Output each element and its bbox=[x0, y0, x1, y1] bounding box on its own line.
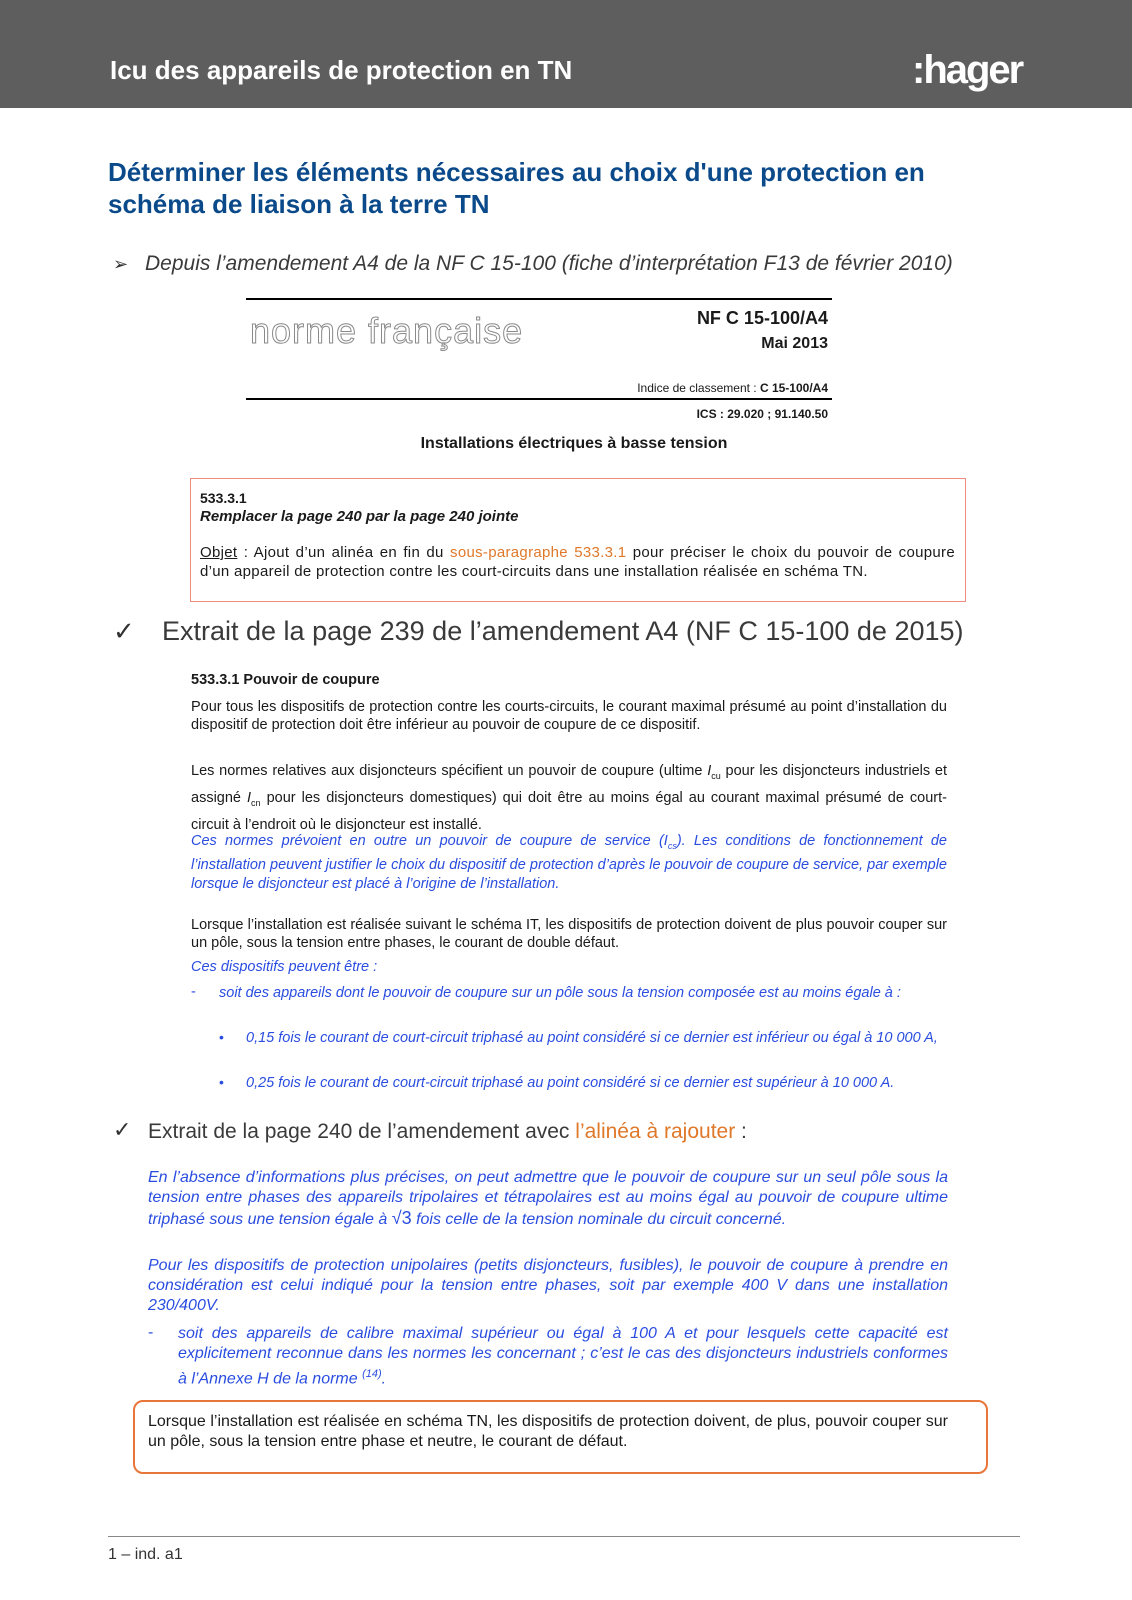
section1-heading: 533.3.1 Pouvoir de coupure bbox=[191, 672, 380, 688]
norme-reference: NF C 15-100/A4 bbox=[696, 308, 828, 328]
checkmark-icon: ✓ bbox=[113, 616, 135, 646]
section1-paragraph-5: Ces dispositifs peuvent être : bbox=[191, 959, 378, 975]
section1-paragraph-3: Ces normes prévoient en outre un pouvoir de coupure de service $(I_{cs})$. Les conditions de fonctionnement de l’installation peuvent justifier le choix du dispositif de protection d’après le pouvoir de coupure de service, par exemple lorsque le disjoncteur est placé à l’origine de l’installation. bbox=[191, 833, 947, 892]
section1-bullet-1: 0,15 fois le courant de court-circuit triphasé au point considéré si ce dernier est inférieur ou égal à 10 000 A, bbox=[246, 1030, 938, 1046]
intro-text: Depuis l’amendement A4 de la NF C 15-100 (fiche d’interprétation F13 de février 2010) bbox=[145, 252, 953, 275]
section1-paragraph-1: Pour tous les dispositifs de protection contre les courts-circuits, le courant maximal présumé au point d’installation du dispositif de protection doit être inférieur au pouvoir de coupure de ce dispositif. bbox=[191, 699, 947, 733]
section1-title: Extrait de la page 239 de l’amendement A4 (NF C 15-100 de 2015) bbox=[162, 616, 964, 646]
tn-rule-text: Lorsque l’installation est réalisée en schéma TN, les dispositifs de protection doivent, de plus, pouvoir couper sur un pôle, sous la tension entre phase et neutre, le courant de défaut. bbox=[148, 1413, 948, 1450]
arrow-bullet-icon: ➢ bbox=[113, 254, 129, 274]
section2-paragraph-1: En l’absence d’informations plus précises, on peut admettre que le pouvoir de coupure sur un seul pôle sous la tension entre phases des appareils tripolaires et tétrapolaires est au moins égal au pouvoir de coupure ultime triphasé sous une tension égale à √3 fois celle de la tension nominale du circuit concerné. bbox=[148, 1169, 948, 1228]
amendment-objet: Objet : Ajout d’un alinéa en fin du sous-paragraphe 533.3.1 pour préciser le choix du pouvoir de coupure d’un appareil de protection contre les court-circuits dans une installation réalisée en schéma TN. bbox=[200, 544, 955, 580]
section1-paragraph-4: Lorsque l’installation est réalisée suivant le schéma IT, les dispositifs de protection doivent de plus pouvoir couper sur un pôle, sous la tension entre phases, le courant de double défaut. bbox=[191, 917, 947, 951]
norme-francaise-logo: norme française bbox=[250, 310, 524, 351]
section2-paragraph-2: Pour les dispositifs de protection unipolaires (petits disjoncteurs, fusibles), le pouvoir de coupure à prendre en considération est celui indiqué pour la tension entre phases, soit par exemple 400 V dans une installation 230/400V. bbox=[148, 1257, 948, 1314]
footer-page-number: 1 – ind. a1 bbox=[108, 1546, 183, 1563]
footer-rule bbox=[108, 1536, 1020, 1537]
section1-paragraph-2: Les normes relatives aux disjoncteurs spécifient un pouvoir de coupure (ultime $I_{cu}$ pour les disjoncteurs industriels et assigné $I_{cn}$ pour les disjoncteurs domestiques) qui doit être au moins égal au courant maximal présumé de court-circuit à l’endroit où le disjoncteur est installé. bbox=[191, 763, 947, 833]
dash-bullet: - bbox=[191, 984, 196, 1000]
sqrt3-symbol: √3 bbox=[391, 1208, 412, 1228]
norme-ics: ICS : 29.020 ; 91.140.50 bbox=[696, 407, 828, 421]
norme-classement: Indice de classement : C 15-100/A4 bbox=[637, 381, 828, 395]
page-heading: Déterminer les éléments nécessaires au choix d'une protection en schéma de liaison à la terre TN bbox=[108, 157, 925, 219]
norme-date: Mai 2013 bbox=[761, 335, 828, 352]
norme-subject: Installations électriques à basse tension bbox=[420, 435, 728, 452]
amendment-title: Remplacer la page 240 par la page 240 jointe bbox=[200, 508, 519, 525]
subparagraph-link[interactable]: sous-paragraphe 533.3.1 bbox=[450, 544, 627, 561]
section1-paragraph-6: soit des appareils dont le pouvoir de coupure sur un pôle sous la tension composée est au moins égale à : bbox=[219, 985, 901, 1001]
hager-logo: :hager bbox=[912, 48, 1023, 92]
amendment-number: 533.3.1 bbox=[200, 490, 247, 506]
section1-bullet-2: 0,25 fois le courant de court-circuit triphasé au point considéré si ce dernier est supérieur à 10 000 A. bbox=[246, 1075, 895, 1091]
header-title: Icu des appareils de protection en TN bbox=[110, 55, 573, 85]
section2-paragraph-3: soit des appareils de calibre maximal supérieur ou égal à 100 A et pour lesquels cette capacité est explicitement reconnue dans les normes les concernant ; c’est le cas des disjoncteurs industriels conformes à l’Annexe H de la norme $^{(14)}$. bbox=[178, 1325, 948, 1388]
dash-bullet: - bbox=[148, 1324, 154, 1341]
checkmark-icon: ✓ bbox=[113, 1117, 132, 1142]
norme-middle-rule bbox=[246, 398, 832, 400]
section2-title: Extrait de la page 240 de l’amendement avec l’alinéa à rajouter : bbox=[148, 1120, 747, 1143]
norme-top-rule bbox=[246, 298, 832, 300]
amendment-box bbox=[190, 478, 966, 602]
dot-bullet: • bbox=[219, 1074, 224, 1090]
dot-bullet: • bbox=[219, 1029, 224, 1045]
